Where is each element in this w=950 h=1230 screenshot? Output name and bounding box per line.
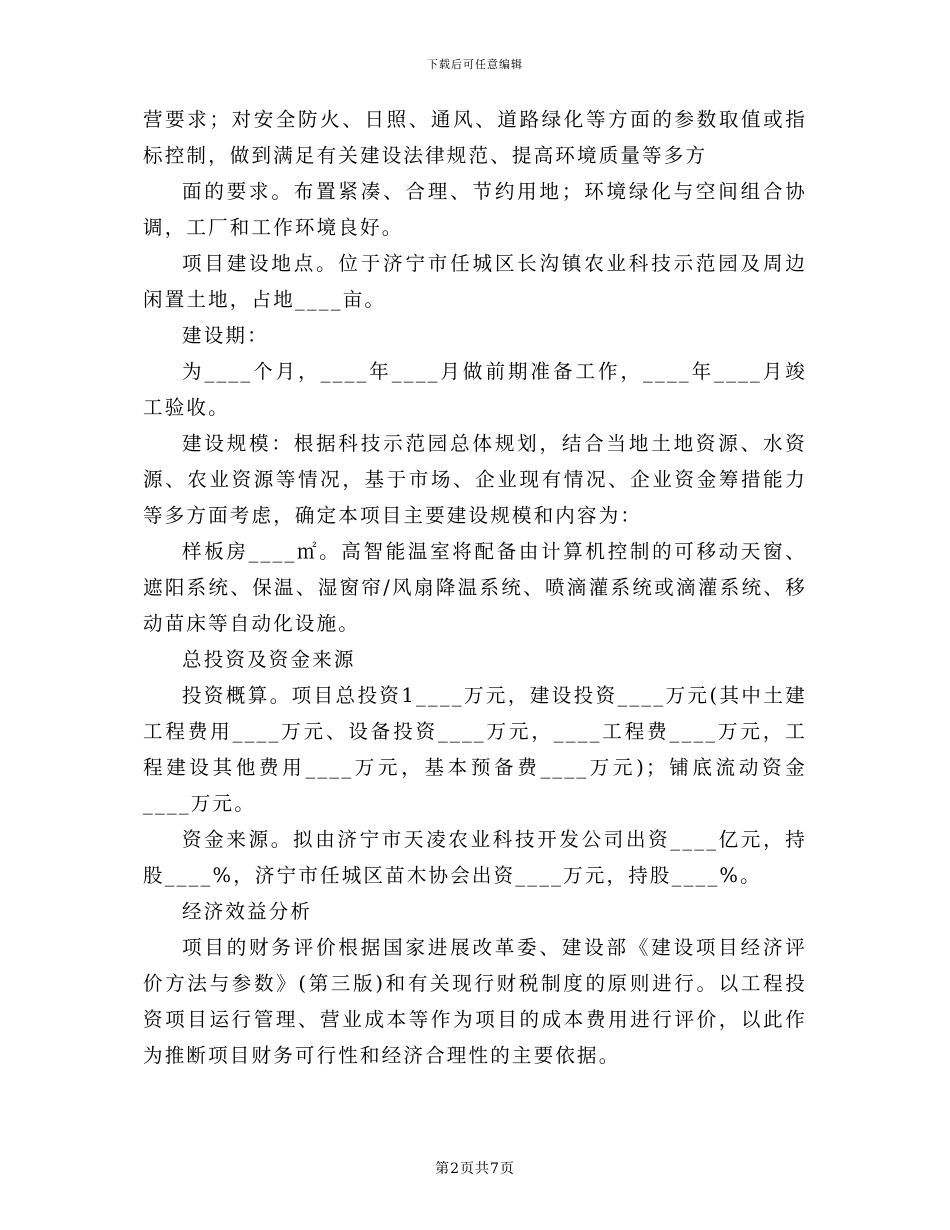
- document-body: [143, 102, 807, 1074]
- page-number: 第2页共7页: [435, 1161, 515, 1177]
- paragraph-site-location: 项目建设地点。位于济宁市任城区长沟镇农业科技示范园及周边闲置土地，占地____亩。: [143, 252, 807, 311]
- heading-construction-period: 建设期：: [182, 324, 269, 347]
- paragraph-financial-evaluation: 项目的财务评价根据国家进展改革委、建设部《建设项目经济评价方法与参数》(第三版)和有关现行财税制度的原则进行。以工程投资项目运行管理、营业成本等作为项目的成本费用进行评价，以此作为推断项目财务可行性和经济合理性的主要依据。: [143, 936, 807, 1067]
- paragraph-continued: 营要求；对安全防火、日照、通风、道路绿化等方面的参数取值或指标控制，做到满足有关建设法律规范、提高环境质量等多方: [143, 108, 807, 167]
- heading-investment: 总投资及资金来源: [182, 648, 356, 671]
- page-header: 下载后可任意编辑: [427, 58, 523, 71]
- paragraph-construction-scale: 建设规模：根据科技示范园总体规划，结合当地土地资源、水资源、农业资源等情况，基于市场、企业现有情况、企业资金筹措能力等多方面考虑，确定本项目主要建设规模和内容为：: [143, 432, 807, 527]
- heading-economic-analysis: 经济效益分析: [182, 900, 313, 923]
- paragraph-layout-requirements: 面的要求。布置紧凑、合理、节约用地；环境绿化与空间组合协调，工厂和工作环境良好。: [143, 180, 807, 239]
- paragraph-construction-period: 为____个月，____年____月做前期准备工作，____年____月竣工验收。: [143, 360, 807, 419]
- paragraph-investment-estimate: 投资概算。项目总投资1____万元，建设投资____万元(其中土建工程费用____万元、设备投资____万元，____工程费____万元，工程建设其他费用____万元，基本预备费____万元)；铺底流动资金____万元。: [143, 684, 807, 815]
- paragraph-greenhouse: 样板房____㎡。高智能温室将配备由计算机控制的可移动天窗、遮阳系统、保温、湿窗帘/风扇降温系统、喷滴灌系统或滴灌系统、移动苗床等自动化设施。: [143, 540, 807, 635]
- paragraph-funding-source: 资金来源。拟由济宁市天凌农业科技开发公司出资____亿元，持股____%，济宁市任城区苗木协会出资____万元，持股____%。: [143, 828, 807, 887]
